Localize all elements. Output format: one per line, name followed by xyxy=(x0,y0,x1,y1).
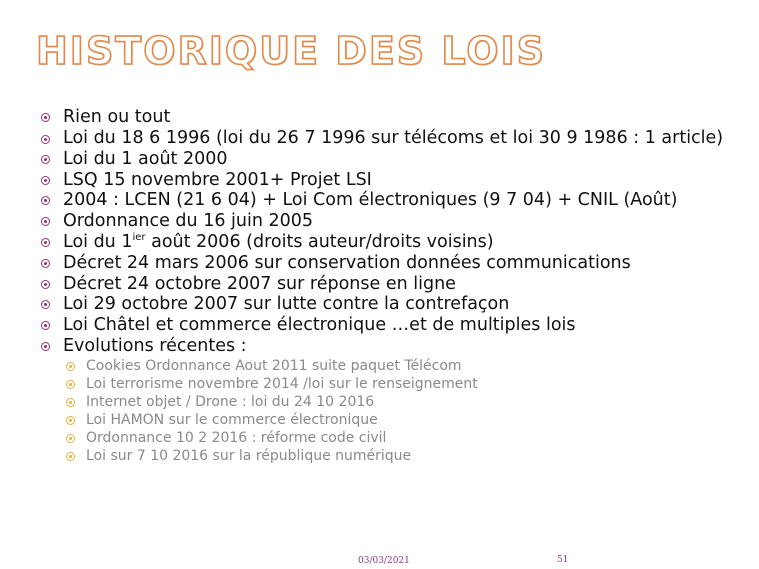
bullet-icon xyxy=(41,280,50,289)
list-item-text: Loi 29 octobre 2007 sur lutte contre la contrefaçon xyxy=(63,294,510,315)
list-item-text: Décret 24 octobre 2007 sur réponse en ligne xyxy=(63,273,456,294)
list-item-text: Loi du 1 août 2000 xyxy=(63,148,228,169)
sub-bullet-icon xyxy=(66,434,75,443)
bullet-icon xyxy=(41,113,50,122)
sub-bullet-icon xyxy=(66,416,75,425)
sub-list-item-text: Loi HAMON sur le commerce électronique xyxy=(86,411,378,428)
sub-list-item xyxy=(66,429,740,447)
sub-list-item-text: Ordonnance 10 2 2016 : réforme code civil xyxy=(86,429,387,446)
bullet-icon xyxy=(41,342,50,351)
bullet-icon xyxy=(41,176,50,185)
list-item-text: Evolutions récentes : xyxy=(63,335,247,356)
sub-list-item xyxy=(66,393,740,411)
list-item-text-post: août 2006 (droits auteur/droits voisins) xyxy=(145,231,494,252)
bullet-icon xyxy=(41,321,50,330)
sub-list-item xyxy=(66,357,740,375)
sub-bullet-icon xyxy=(66,380,75,389)
sub-list-item-text: Cookies Ordonnance Aout 2011 suite paquet Télécom xyxy=(86,357,462,374)
sub-bullet-icon xyxy=(66,398,75,407)
list-item-text: Ordonnance du 16 juin 2005 xyxy=(63,211,314,232)
law-history-list xyxy=(40,107,740,465)
list-item xyxy=(40,315,740,336)
list-item xyxy=(40,107,740,128)
list-item-text: Rien ou tout xyxy=(63,107,171,127)
list-item xyxy=(40,336,740,465)
sub-bullet-icon xyxy=(66,452,75,461)
bullet-icon xyxy=(41,300,50,309)
bullet-icon xyxy=(41,135,50,144)
list-item xyxy=(40,128,740,149)
list-item xyxy=(40,253,740,274)
sub-list-item xyxy=(66,411,740,429)
list-item-text: Décret 24 mars 2006 sur conservation données communications xyxy=(63,252,631,273)
sub-bullet-icon xyxy=(66,362,75,371)
list-item xyxy=(40,190,740,211)
sub-list-item-text: Loi terrorisme novembre 2014 /loi sur le renseignement xyxy=(86,375,478,392)
sub-list-item-text: Internet objet / Drone : loi du 24 10 2016 xyxy=(86,393,375,410)
list-item-text: Loi Châtel et commerce électronique …et de multiples lois xyxy=(63,315,576,336)
list-item xyxy=(40,294,740,315)
list-item-text-pre: Loi du 1 xyxy=(63,231,133,252)
slide-title: HISTORIQUE DES LOIS xyxy=(36,29,547,73)
sub-list-item-text: Loi sur 7 10 2016 sur la république numérique xyxy=(86,447,412,464)
list-item xyxy=(40,170,740,191)
list-item xyxy=(40,149,740,170)
list-item-text: 2004 : LCEN (21 6 04) + Loi Com électroniques (9 7 04) + CNIL (Août) xyxy=(63,190,678,211)
bullet-icon xyxy=(41,196,50,205)
list-item xyxy=(40,232,740,253)
page-number: 51 xyxy=(557,555,569,565)
list-item-text: Loi du 18 6 1996 (loi du 26 7 1996 sur télécoms et loi 30 9 1986 : 1 article) xyxy=(63,127,724,148)
list-item xyxy=(40,274,740,295)
bullet-icon xyxy=(41,217,50,226)
bullet-icon xyxy=(41,155,50,164)
list-item-text: LSQ 15 novembre 2001+ Projet LSI xyxy=(63,169,372,190)
recent-evolutions-list xyxy=(63,357,740,465)
list-item-superscript: ier xyxy=(132,232,146,244)
sub-list-item xyxy=(66,447,740,465)
bullet-icon xyxy=(41,259,50,268)
list-item xyxy=(40,211,740,232)
bullet-icon xyxy=(41,238,50,247)
footer-date: 03/03/2021 xyxy=(358,556,410,566)
sub-list-item xyxy=(66,375,740,393)
